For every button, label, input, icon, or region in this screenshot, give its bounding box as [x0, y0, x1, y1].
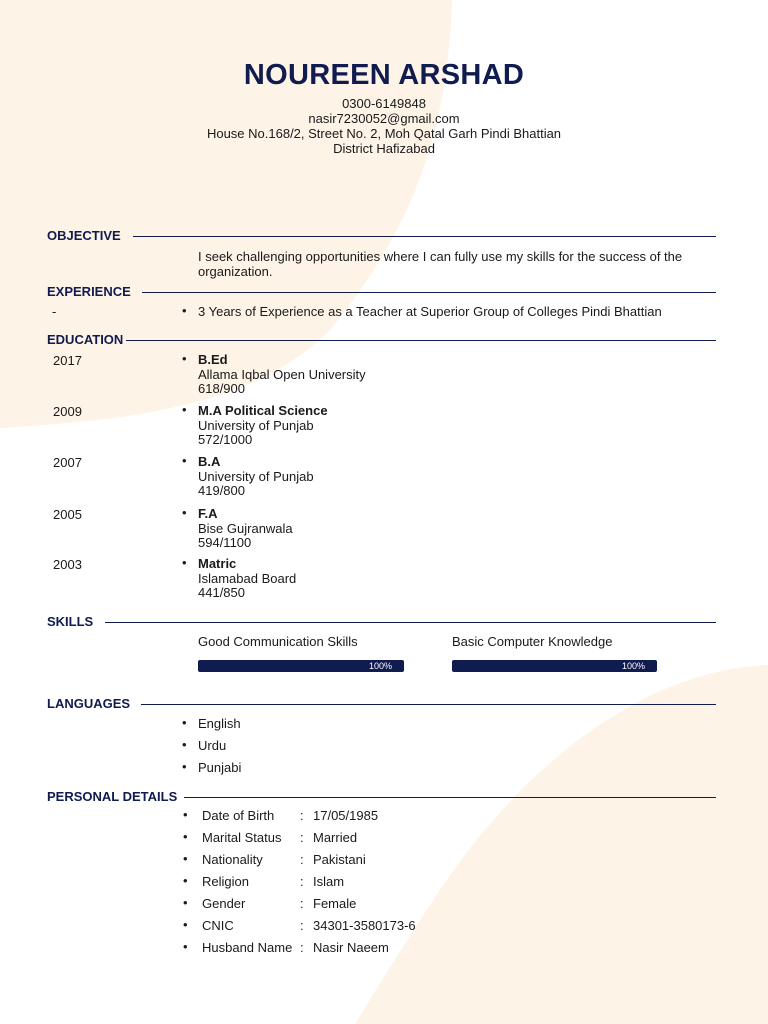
education-marks: 441/850	[198, 585, 245, 600]
education-marks: 618/900	[198, 381, 245, 396]
bullet-icon: •	[182, 402, 187, 417]
education-divider	[126, 340, 716, 341]
education-institution: Islamabad Board	[198, 570, 297, 586]
education-entry	[182, 453, 314, 499]
skill-bar-track	[198, 660, 404, 672]
education-year: 2017	[53, 353, 82, 368]
email-address: nasir7230052@gmail.com	[308, 111, 460, 126]
language-item: • Urdu	[182, 737, 227, 753]
address-line-2: District Hafizabad	[333, 141, 435, 156]
personal-detail-label: • CNIC	[183, 917, 234, 933]
education-heading: EDUCATION	[47, 332, 124, 347]
skill-name: Basic Computer Knowledge	[452, 634, 613, 649]
skill-bar-track	[452, 660, 657, 672]
candidate-name: NOUREEN ARSHAD	[243, 59, 525, 91]
education-marks: 594/1100	[198, 535, 252, 550]
education-marks: 419/800	[198, 483, 245, 498]
bullet-icon: •	[182, 555, 187, 570]
education-year: 2005	[53, 507, 82, 522]
skill-level-label: 100%	[368, 661, 392, 671]
education-institution: University of Punjab	[198, 468, 314, 484]
experience-heading: EXPERIENCE	[47, 284, 131, 299]
languages-heading: LANGUAGES	[47, 696, 131, 711]
personal-details-heading: PERSONAL DETAILS	[47, 789, 178, 804]
skill-bar-fill	[452, 660, 657, 672]
phone-number: 0300-6149848	[342, 96, 426, 111]
personal-detail-colon: :	[300, 852, 304, 867]
personal-detail-label: • Husband Name	[183, 939, 293, 955]
education-institution: University of Punjab	[198, 417, 314, 433]
personal-detail-value: 34301-3580173-6	[313, 918, 416, 933]
personal-detail-colon: :	[300, 918, 304, 933]
personal-detail-colon: :	[300, 808, 304, 823]
bullet-icon: •	[183, 807, 188, 822]
personal-detail-colon: :	[300, 896, 304, 911]
bullet-icon: •	[182, 505, 187, 520]
personal-detail-label: • Nationality	[183, 851, 263, 867]
skill-level-label: 100%	[621, 661, 645, 671]
languages-divider	[141, 704, 716, 705]
bullet-icon: •	[182, 715, 187, 730]
skill-bar-fill	[198, 660, 404, 672]
skill-name: Good Communication Skills	[198, 634, 358, 649]
experience-period: -	[52, 304, 57, 319]
bullet-icon: •	[183, 939, 188, 954]
education-degree: F.A	[198, 506, 218, 521]
bullet-icon: •	[183, 851, 188, 866]
education-degree: B.Ed	[198, 352, 228, 367]
personal-detail-value: Islam	[313, 874, 345, 889]
personal-detail-label: • Date of Birth	[183, 807, 275, 823]
language-item: • English	[182, 715, 241, 731]
experience-item: • 3 Years of Experience as a Teacher at Superior Group of Colleges Pindi Bhattian	[182, 303, 662, 319]
language-item: • Punjabi	[182, 759, 242, 775]
bullet-icon: •	[182, 351, 187, 366]
education-degree: Matric	[198, 556, 237, 571]
education-degree: M.A Political Science	[198, 403, 328, 418]
education-entry	[182, 402, 328, 448]
experience-divider	[142, 292, 716, 293]
bullet-icon: •	[183, 895, 188, 910]
education-institution: Bise Gujranwala	[198, 520, 293, 536]
education-year: 2007	[53, 455, 82, 470]
personal-detail-value: Pakistani	[313, 852, 366, 867]
education-entry	[182, 555, 297, 601]
personal-detail-colon: :	[300, 940, 304, 955]
education-year: 2009	[53, 404, 82, 419]
personal-detail-value: 17/05/1985	[313, 808, 379, 823]
bullet-icon: •	[182, 453, 187, 468]
personal-detail-colon: :	[300, 830, 304, 845]
objective-divider	[133, 236, 716, 237]
personal-detail-value: Female	[313, 896, 357, 911]
education-marks: 572/1000	[198, 432, 253, 447]
personal-details-divider	[184, 797, 716, 798]
bullet-icon: •	[182, 303, 187, 318]
personal-detail-value: Nasir Naeem	[313, 940, 389, 955]
skills-divider	[105, 622, 716, 623]
personal-detail-label: • Religion	[183, 873, 249, 889]
education-year: 2003	[53, 557, 82, 572]
bullet-icon: •	[182, 759, 187, 774]
bullet-icon: •	[183, 829, 188, 844]
bullet-icon: •	[182, 737, 187, 752]
bullet-icon: •	[183, 873, 188, 888]
address-line-1: House No.168/2, Street No. 2, Moh Qatal Garh Pindi Bhattian	[206, 126, 562, 141]
skills-heading: SKILLS	[47, 614, 94, 629]
personal-detail-colon: :	[300, 874, 304, 889]
personal-detail-label: • Marital Status	[183, 829, 282, 845]
bullet-icon: •	[183, 917, 188, 932]
education-entry	[182, 505, 293, 551]
objective-text: I seek challenging opportunities where I can fully use my skills for the success of the organization.	[198, 249, 683, 279]
education-degree: B.A	[198, 454, 221, 469]
education-institution: Allama Iqbal Open University	[198, 366, 366, 382]
objective-heading: OBJECTIVE	[47, 228, 121, 243]
education-entry	[182, 351, 366, 397]
personal-detail-label: • Gender	[183, 895, 246, 911]
personal-detail-value: Married	[313, 830, 358, 845]
